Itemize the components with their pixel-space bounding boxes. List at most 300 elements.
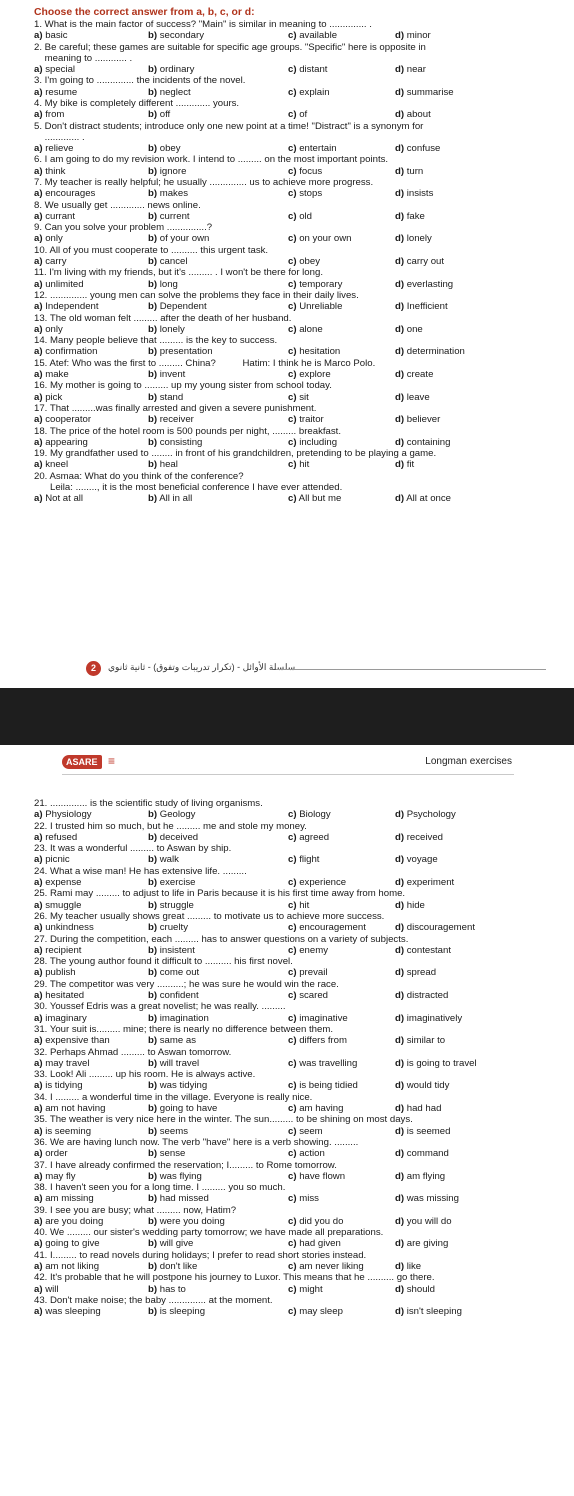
option-letter: b) xyxy=(148,109,158,121)
answer-option[interactable] xyxy=(148,459,178,470)
answer-option[interactable] xyxy=(34,143,73,154)
answer-option[interactable] xyxy=(34,459,68,470)
answer-option[interactable] xyxy=(148,64,194,75)
answer-option[interactable] xyxy=(148,369,185,380)
question-stem: 28. The young author found it difficult to .......... his first novel. xyxy=(34,956,293,968)
option-letter: a) xyxy=(34,391,43,403)
answer-option[interactable] xyxy=(395,437,450,448)
question-item xyxy=(34,1092,544,1115)
answer-option[interactable] xyxy=(148,967,199,978)
option-text: All but me xyxy=(298,493,342,505)
question-item xyxy=(34,843,544,866)
question-item xyxy=(34,98,544,121)
answer-option[interactable] xyxy=(288,1193,319,1204)
option-letter: d) xyxy=(395,142,405,154)
answer-option[interactable] xyxy=(148,1284,186,1295)
answer-option[interactable] xyxy=(148,1216,225,1227)
option-letter: d) xyxy=(395,1238,405,1250)
answer-option[interactable] xyxy=(288,1058,357,1069)
question-item xyxy=(34,866,544,889)
answer-option[interactable] xyxy=(288,459,309,470)
question-stem: 37. I have already confirmed the reservation; I......... to Rome tomorrow. xyxy=(34,1159,337,1171)
option-text: am missing xyxy=(45,1193,94,1205)
answer-option[interactable] xyxy=(34,301,99,312)
answer-option[interactable] xyxy=(288,256,320,267)
answer-option[interactable] xyxy=(34,1193,94,1204)
answer-option[interactable] xyxy=(395,301,448,312)
answer-option[interactable] xyxy=(395,1080,449,1091)
answer-option[interactable] xyxy=(288,900,309,911)
answer-option[interactable] xyxy=(34,346,97,357)
answer-option[interactable] xyxy=(148,166,186,177)
option-letter: b) xyxy=(148,323,158,335)
option-letter: b) xyxy=(148,809,158,821)
question-stem: 2. Be careful; these games are suitable for specific age groups. "Specific" here is opposite in meaning to ............ . xyxy=(34,41,426,64)
answer-option[interactable] xyxy=(288,211,312,222)
option-text: appearing xyxy=(45,436,88,448)
answer-option[interactable] xyxy=(34,279,84,290)
answer-option[interactable] xyxy=(288,1035,347,1046)
option-letter: b) xyxy=(148,255,158,267)
option-letter: b) xyxy=(148,210,158,222)
answer-option[interactable] xyxy=(288,143,337,154)
answer-option[interactable] xyxy=(395,1103,441,1114)
answer-option[interactable] xyxy=(288,1284,323,1295)
answer-option[interactable] xyxy=(288,877,346,888)
option-letter: d) xyxy=(395,967,405,979)
option-letter: d) xyxy=(395,233,405,245)
option-text: expense xyxy=(45,876,82,888)
answer-option[interactable] xyxy=(395,324,423,335)
answer-option[interactable] xyxy=(395,109,431,120)
question-item xyxy=(34,335,544,358)
answer-option[interactable] xyxy=(148,990,199,1001)
answer-option[interactable] xyxy=(395,188,433,199)
option-letter: a) xyxy=(34,1193,43,1205)
answer-option[interactable] xyxy=(288,87,330,98)
options-row xyxy=(34,1080,544,1091)
answer-option[interactable] xyxy=(148,392,183,403)
option-text: are giving xyxy=(406,1238,449,1250)
answer-option[interactable] xyxy=(395,143,440,154)
answer-option[interactable] xyxy=(34,1306,101,1317)
answer-option[interactable] xyxy=(148,109,170,120)
answer-option[interactable] xyxy=(34,324,63,335)
answer-option[interactable] xyxy=(395,900,425,911)
answer-option[interactable] xyxy=(395,414,440,425)
options-row xyxy=(34,1103,544,1114)
answer-option[interactable] xyxy=(34,1080,83,1091)
option-text: explore xyxy=(299,368,331,380)
instruction: Choose the correct answer from a, b, c, or d: xyxy=(34,7,255,18)
option-letter: c) xyxy=(288,278,297,290)
option-text: long xyxy=(159,278,178,290)
option-text: heal xyxy=(159,459,178,471)
option-text: including xyxy=(299,436,338,448)
answer-option[interactable] xyxy=(148,1238,193,1249)
option-letter: b) xyxy=(148,368,158,380)
option-text: publish xyxy=(45,967,76,979)
question-stem: 23. It was a wonderful ......... to Aswan by ship. xyxy=(34,843,232,855)
answer-option[interactable] xyxy=(395,1126,450,1137)
answer-option[interactable] xyxy=(395,30,431,41)
answer-option[interactable] xyxy=(288,392,309,403)
option-letter: b) xyxy=(148,899,158,911)
answer-option[interactable] xyxy=(288,922,366,933)
answer-option[interactable] xyxy=(395,832,443,843)
answer-option[interactable] xyxy=(288,1171,345,1182)
option-text: sense xyxy=(159,1148,186,1160)
answer-option[interactable] xyxy=(34,30,68,41)
option-letter: a) xyxy=(34,831,43,843)
option-text: going to give xyxy=(45,1238,100,1250)
answer-option[interactable] xyxy=(148,832,198,843)
answer-option[interactable] xyxy=(34,1216,103,1227)
option-text: Not at all xyxy=(45,493,84,505)
answer-option[interactable] xyxy=(288,990,328,1001)
option-letter: d) xyxy=(395,922,405,934)
answer-option[interactable] xyxy=(148,256,187,267)
option-text: current xyxy=(159,210,190,222)
question-stem: 35. The weather is very nice here in the winter. The sun......... to be shining on most days. xyxy=(34,1114,413,1126)
answer-option[interactable] xyxy=(148,1171,202,1182)
answer-option[interactable] xyxy=(288,1080,358,1091)
answer-option[interactable] xyxy=(34,945,81,956)
answer-option[interactable] xyxy=(395,1193,459,1204)
option-letter: a) xyxy=(34,1238,43,1250)
answer-option[interactable] xyxy=(148,1126,188,1137)
option-letter: b) xyxy=(148,1306,158,1318)
answer-option[interactable] xyxy=(395,1013,462,1024)
answer-option[interactable] xyxy=(34,900,81,911)
option-letter: d) xyxy=(395,1261,405,1273)
answer-option[interactable] xyxy=(288,493,341,504)
option-text: neglect xyxy=(159,86,191,98)
answer-option[interactable] xyxy=(34,1171,76,1182)
answer-option[interactable] xyxy=(395,459,414,470)
option-letter: c) xyxy=(288,967,297,979)
question-stem: 29. The competitor was very ..........; he was sure he would win the race. xyxy=(34,978,339,990)
question-stem: 43. Don't make noise; the baby .............. at the moment. xyxy=(34,1295,273,1307)
answer-option[interactable] xyxy=(148,143,181,154)
option-letter: c) xyxy=(288,876,297,888)
answer-option[interactable] xyxy=(288,233,351,244)
option-text: were you doing xyxy=(159,1215,225,1227)
answer-option[interactable] xyxy=(34,990,84,1001)
answer-option[interactable] xyxy=(395,346,465,357)
option-letter: d) xyxy=(395,1125,405,1137)
option-letter: c) xyxy=(288,1012,297,1024)
option-letter: a) xyxy=(34,323,43,335)
option-text: imaginary xyxy=(45,1012,87,1024)
answer-option[interactable] xyxy=(288,346,340,357)
question-item xyxy=(34,471,544,505)
option-letter: b) xyxy=(148,1238,158,1250)
answer-option[interactable] xyxy=(148,301,207,312)
option-text: imagination xyxy=(159,1012,209,1024)
answer-option[interactable] xyxy=(148,30,204,41)
answer-option[interactable] xyxy=(395,279,453,290)
answer-option[interactable] xyxy=(288,945,328,956)
answer-option[interactable] xyxy=(34,109,64,120)
answer-option[interactable] xyxy=(148,809,195,820)
answer-option[interactable] xyxy=(34,1013,87,1024)
answer-option[interactable] xyxy=(34,1148,68,1159)
answer-option[interactable] xyxy=(395,967,436,978)
answer-option[interactable] xyxy=(395,1148,449,1159)
answer-option[interactable] xyxy=(34,1284,59,1295)
answer-option[interactable] xyxy=(34,1103,105,1114)
answer-option[interactable] xyxy=(395,369,433,380)
options-row xyxy=(34,1284,544,1295)
answer-option[interactable] xyxy=(288,166,322,177)
answer-option[interactable] xyxy=(395,990,448,1001)
answer-option[interactable] xyxy=(34,392,62,403)
option-letter: b) xyxy=(148,854,158,866)
answer-option[interactable] xyxy=(148,1193,209,1204)
option-text: about xyxy=(406,109,431,121)
answer-option[interactable] xyxy=(148,414,194,425)
answer-option[interactable] xyxy=(395,211,425,222)
answer-option[interactable] xyxy=(34,854,70,865)
answer-option[interactable] xyxy=(288,1261,364,1272)
option-text: carry out xyxy=(406,255,445,267)
page-separator xyxy=(0,688,574,745)
answer-option[interactable] xyxy=(288,809,331,820)
question-item xyxy=(34,1250,544,1273)
question-item xyxy=(34,798,544,821)
answer-option[interactable] xyxy=(34,256,67,267)
answer-option[interactable] xyxy=(395,392,430,403)
question-item xyxy=(34,1114,544,1137)
answer-option[interactable] xyxy=(288,109,307,120)
page-2-content xyxy=(34,798,544,1318)
option-letter: a) xyxy=(34,809,43,821)
answer-option[interactable] xyxy=(148,1103,217,1114)
answer-option[interactable] xyxy=(34,1058,89,1069)
answer-option[interactable] xyxy=(148,346,213,357)
option-text: think xyxy=(45,165,66,177)
answer-option[interactable] xyxy=(395,1306,462,1317)
answer-option[interactable] xyxy=(288,279,342,290)
answer-option[interactable] xyxy=(288,188,322,199)
options-row xyxy=(34,256,544,267)
option-text: might xyxy=(299,1283,323,1295)
answer-option[interactable] xyxy=(395,1261,421,1272)
answer-option[interactable] xyxy=(148,945,195,956)
answer-option[interactable] xyxy=(395,166,423,177)
option-letter: c) xyxy=(288,64,297,75)
question-stem: 33. Look! Ali ......... up his room. He is always active. xyxy=(34,1069,256,1081)
options-row xyxy=(34,1216,544,1227)
answer-option[interactable] xyxy=(288,64,327,75)
answer-option[interactable] xyxy=(34,1261,99,1272)
option-text: going to have xyxy=(159,1102,218,1114)
option-text: seem xyxy=(299,1125,323,1137)
options-row xyxy=(34,832,544,843)
options-row xyxy=(34,945,544,956)
option-text: seems xyxy=(159,1125,188,1137)
option-text: make xyxy=(45,368,69,380)
answer-option[interactable] xyxy=(288,369,331,380)
option-text: did you do xyxy=(299,1215,344,1227)
option-text: makes xyxy=(159,188,188,200)
answer-option[interactable] xyxy=(148,877,195,888)
option-text: is seemed xyxy=(406,1125,451,1137)
answer-option[interactable] xyxy=(148,437,202,448)
answer-option[interactable] xyxy=(395,1284,435,1295)
answer-option[interactable] xyxy=(288,967,327,978)
question-item xyxy=(34,380,544,403)
option-text: confuse xyxy=(406,142,441,154)
option-letter: a) xyxy=(34,1283,43,1295)
option-text: carry xyxy=(45,255,67,267)
options-row xyxy=(34,64,544,75)
answer-option[interactable] xyxy=(34,1238,100,1249)
answer-option[interactable] xyxy=(148,1080,207,1091)
answer-option[interactable] xyxy=(34,1126,91,1137)
answer-option[interactable] xyxy=(34,188,95,199)
answer-option[interactable] xyxy=(288,437,337,448)
question-item xyxy=(34,1137,544,1160)
answer-option[interactable] xyxy=(395,87,454,98)
options-row xyxy=(34,437,544,448)
answer-option[interactable] xyxy=(395,233,432,244)
answer-option[interactable] xyxy=(148,233,209,244)
option-text: encouragement xyxy=(299,922,366,934)
answer-option[interactable] xyxy=(395,1216,452,1227)
option-text: is being tidied xyxy=(299,1080,358,1092)
answer-option[interactable] xyxy=(148,1148,185,1159)
options-row xyxy=(34,166,544,177)
answer-option[interactable] xyxy=(395,877,454,888)
option-text: voyage xyxy=(406,854,438,866)
option-letter: b) xyxy=(148,989,158,1001)
answer-option[interactable] xyxy=(148,1035,196,1046)
option-letter: d) xyxy=(395,436,405,448)
option-letter: c) xyxy=(288,1080,297,1092)
answer-option[interactable] xyxy=(148,1013,209,1024)
answer-option[interactable] xyxy=(288,1126,323,1137)
answer-option[interactable] xyxy=(288,854,319,865)
answer-option[interactable] xyxy=(395,1171,445,1182)
question-stem: 16. My mother is going to ......... up my young sister from school today. xyxy=(34,380,332,392)
answer-option[interactable] xyxy=(288,1238,341,1249)
answer-option[interactable] xyxy=(34,369,69,380)
question-stem: 4. My bike is completely different ............. yours. xyxy=(34,97,240,109)
answer-option[interactable] xyxy=(395,1035,445,1046)
answer-option[interactable] xyxy=(288,1148,325,1159)
answer-option[interactable] xyxy=(288,1306,343,1317)
question-stem: 40. We ......... our sister's wedding party tomorrow; we have made all preparations. xyxy=(34,1227,384,1239)
answer-option[interactable] xyxy=(395,64,426,75)
answer-option[interactable] xyxy=(148,854,179,865)
answer-option[interactable] xyxy=(395,809,456,820)
answer-option[interactable] xyxy=(148,279,178,290)
answer-option[interactable] xyxy=(34,414,91,425)
answer-option[interactable] xyxy=(288,1103,343,1114)
options-row xyxy=(34,1035,544,1046)
answer-option[interactable] xyxy=(148,900,194,911)
answer-option[interactable] xyxy=(148,922,188,933)
question-stem: 6. I am going to do my revision work. I intend to ......... on the most important points. xyxy=(34,154,389,166)
options-row xyxy=(34,211,544,222)
option-text: lonely xyxy=(406,233,432,245)
answer-option[interactable] xyxy=(288,301,342,312)
answer-option[interactable] xyxy=(395,1238,448,1249)
question-stem: 8. We usually get ............. news online. xyxy=(34,199,201,211)
answer-option[interactable] xyxy=(288,1013,348,1024)
option-text: am having xyxy=(299,1102,344,1114)
option-letter: b) xyxy=(148,922,158,934)
question-item xyxy=(34,1024,544,1047)
answer-option[interactable] xyxy=(148,493,192,504)
answer-option[interactable] xyxy=(395,1058,477,1069)
answer-option[interactable] xyxy=(148,211,190,222)
answer-option[interactable] xyxy=(148,188,188,199)
answer-option[interactable] xyxy=(34,832,77,843)
answer-option[interactable] xyxy=(148,324,185,335)
answer-option[interactable] xyxy=(395,854,438,865)
question-stem: 36. We are having lunch now. The verb "have" here is a verb showing. ......... xyxy=(34,1136,359,1148)
answer-option[interactable] xyxy=(148,87,191,98)
option-letter: a) xyxy=(34,30,43,42)
question-item xyxy=(34,426,544,449)
answer-option[interactable] xyxy=(395,945,451,956)
worksheet-page-1 xyxy=(0,0,574,688)
answer-option[interactable] xyxy=(288,832,329,843)
option-text: agreed xyxy=(299,831,330,843)
answer-option[interactable] xyxy=(395,922,475,933)
answer-option[interactable] xyxy=(34,233,63,244)
answer-option[interactable] xyxy=(34,211,75,222)
answer-option[interactable] xyxy=(34,877,81,888)
question-item xyxy=(34,245,544,268)
question-stem: 19. My grandfather used to ........ in front of his grandchildren, pretending to be playing a game. xyxy=(34,448,437,460)
option-text: command xyxy=(406,1148,449,1160)
option-letter: a) xyxy=(34,944,43,956)
question-stem: 38. I haven't seen you for a long time. I ......... you so much. xyxy=(34,1182,286,1194)
answer-option[interactable] xyxy=(34,922,94,933)
answer-option[interactable] xyxy=(148,1058,199,1069)
answer-option[interactable] xyxy=(395,493,451,504)
answer-option[interactable] xyxy=(34,1035,110,1046)
answer-option[interactable] xyxy=(288,414,324,425)
answer-option[interactable] xyxy=(34,493,83,504)
answer-option[interactable] xyxy=(34,87,77,98)
answer-option[interactable] xyxy=(288,1216,343,1227)
answer-option[interactable] xyxy=(34,166,65,177)
answer-option[interactable] xyxy=(148,1261,197,1272)
option-letter: a) xyxy=(34,1125,43,1137)
answer-option[interactable] xyxy=(34,437,88,448)
option-text: smuggle xyxy=(45,899,82,911)
question-stem: 22. I trusted him so much, but he ......... me and stole my money. xyxy=(34,820,307,832)
question-stem: 5. Don't distract students; introduce only one new point at a time! "Distract" is a synonym for ............. . xyxy=(34,120,424,143)
answer-option[interactable] xyxy=(34,967,76,978)
option-text: was travelling xyxy=(299,1057,358,1069)
answer-option[interactable] xyxy=(34,809,92,820)
option-text: one xyxy=(406,323,423,335)
answer-option[interactable] xyxy=(288,324,323,335)
answer-option[interactable] xyxy=(288,30,337,41)
answer-option[interactable] xyxy=(34,64,75,75)
option-letter: a) xyxy=(34,109,43,121)
answer-option[interactable] xyxy=(395,256,444,267)
option-letter: d) xyxy=(395,1080,405,1092)
options-row xyxy=(34,414,544,425)
answer-option[interactable] xyxy=(148,1306,205,1317)
